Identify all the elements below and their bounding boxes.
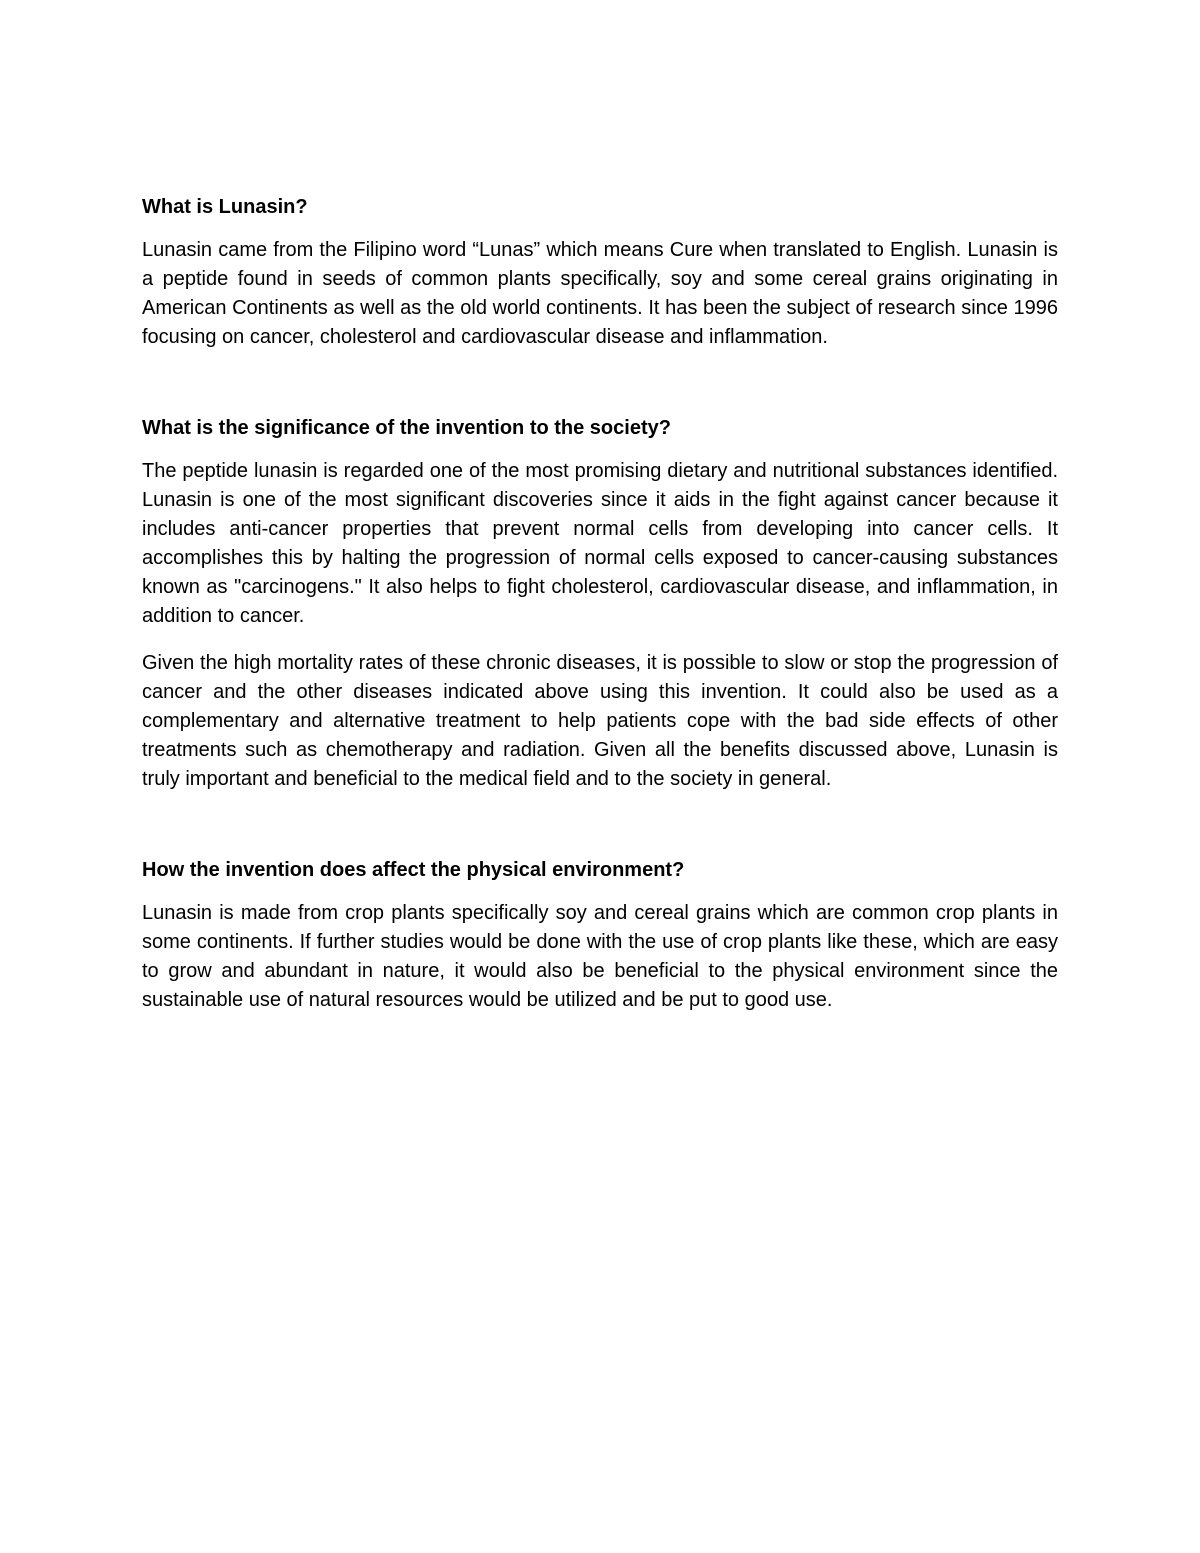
section-spacer xyxy=(142,370,1058,414)
section-what-is-lunasin xyxy=(142,193,1058,352)
section-significance xyxy=(142,414,1058,794)
section-paragraph: Given the high mortality rates of these chronic diseases, it is possible to slow or stop the progression of cancer and the other diseases indicated above using this invention. It could also be used as a complementary and alternative treatment to help patients cope with the bad side effects of other treatments such as chemotherapy and radiation. Given all the benefits discussed above, Lunasin is truly important and beneficial to the medical field and to the society in general. xyxy=(142,652,1058,790)
section-environment xyxy=(142,856,1058,1015)
section-paragraph: The peptide lunasin is regarded one of the most promising dietary and nutritional substances identified. Lunasin is one of the most significant discoveries since it aids in the fight against cancer because it includes anti-cancer properties that prevent normal cells from developing into cancer cells. It accomplishes this by halting the progression of normal cells exposed to cancer-causing substances known as "carcinogens." It also helps to fight cholesterol, cardiovascular disease, and inflammation, in addition to cancer. xyxy=(142,460,1058,627)
section-heading: How the invention does affect the physical environment? xyxy=(142,859,685,881)
section-heading: What is Lunasin? xyxy=(142,196,308,218)
section-paragraph: Lunasin came from the Filipino word “Lunas” which means Cure when translated to English. Lunasin is a peptide found in seeds of common plants specifically, soy and some cereal grains originating in American Continents as well as the old world continents. It has been the subject of research since 1996 focusing on cancer, cholesterol and cardiovascular disease and inflammation. xyxy=(142,239,1058,348)
document-body xyxy=(142,193,1058,1033)
section-heading: What is the significance of the invention to the society? xyxy=(142,417,671,439)
section-spacer xyxy=(142,812,1058,856)
section-paragraph: Lunasin is made from crop plants specifically soy and cereal grains which are common crop plants in some continents. If further studies would be done with the use of crop plants like these, which are easy to grow and abundant in nature, it would also be beneficial to the physical environment since the sustainable use of natural resources would be utilized and be put to good use. xyxy=(142,902,1058,1011)
